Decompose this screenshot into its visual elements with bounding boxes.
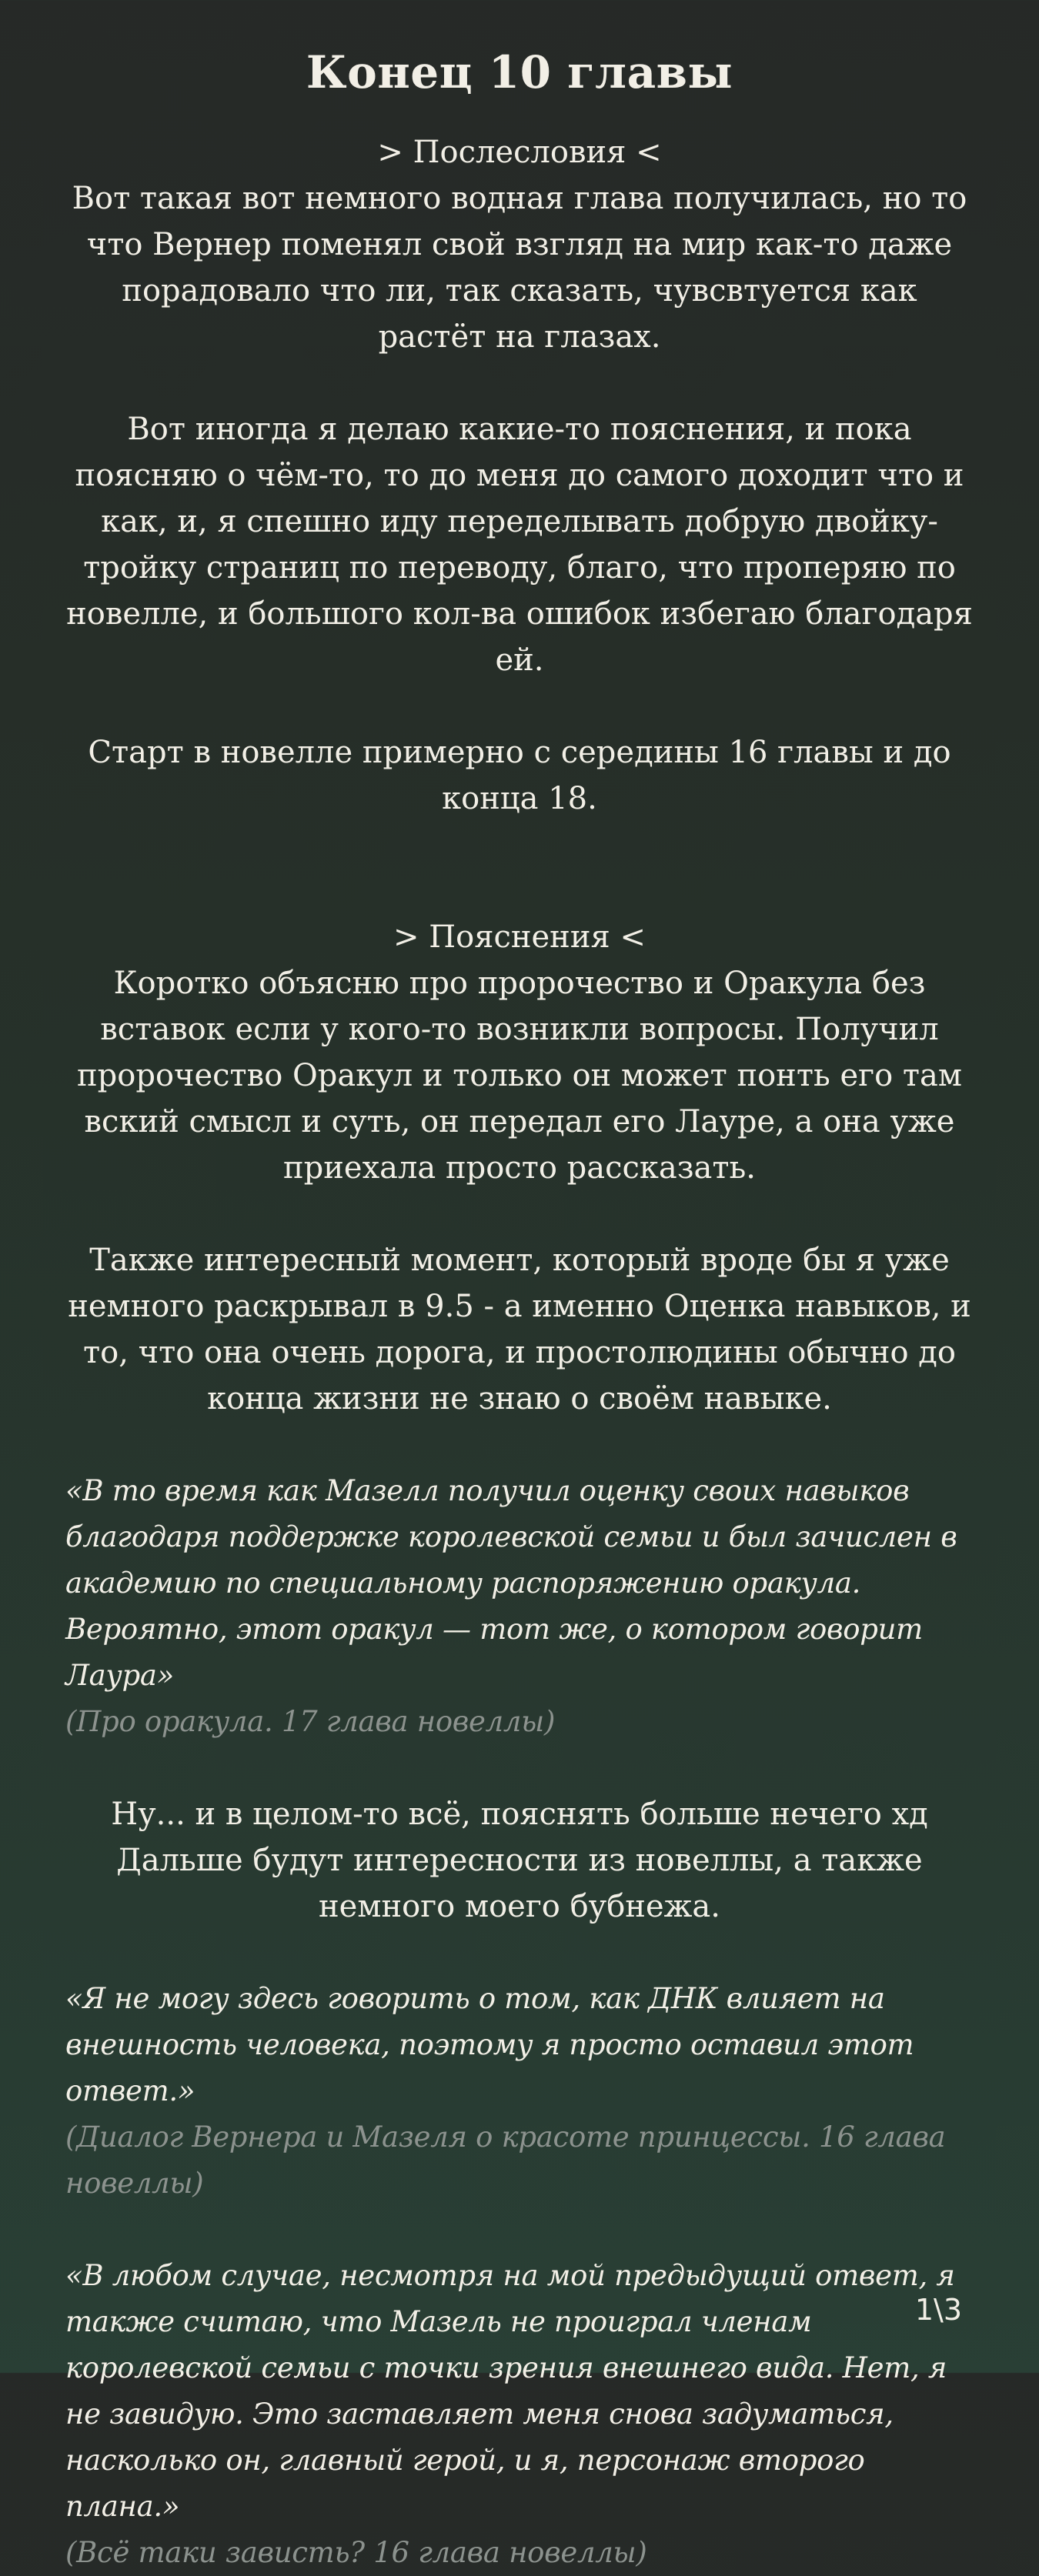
novel-quote-1: «В то время как Мазелл получил оценку своих навыков благодаря поддержке королевской семьи и был зачислен в академию по специальному распоряжению оракула. Вероятно, этот оракул — тот же, о котором говорит Лаура» (65, 1474, 957, 1692)
afterword-paragraph-1: Вот такая вот немного водная глава получилась, но то что Вернер поменял свой взгляд на мир как-то даже порадовало что ли, так сказать, чувсвтуется как растёт на глазах. (72, 181, 967, 355)
spacer (65, 683, 974, 729)
afterword-paragraph-2: Вот иногда я делаю какие-то пояснения, и пока поясняю о чём-то, то до меня до самого доходит что и как, и, я спешно иду переделывать добрую двойку-тройку страниц по переводу, благо, что проперяю по новелле, и большого кол-ва ошибок избегаю благодаря ей. (66, 412, 973, 678)
spacer (65, 822, 974, 914)
novel-quote-3: «В любом случае, несмотря на мой предыдущий ответ, я также считаю, что Мазель не проиграл членам королевской семьи с точки зрения внешнего вида. Нет, я не завидую. Это заставляет меня снова задуматься, насколько он, главный герой, и я, персонаж второго плана.» (65, 2259, 955, 2523)
spacer (65, 360, 974, 406)
spacer (65, 1745, 974, 1791)
explanations-paragraph-2: Также интересный момент, который вроде бы я уже немного раскрывал в 9.5 - а именно Оценка навыков, и то, что она очень дорога, и простолюдины обычно до конца жизни не знаю о своём навыке. (68, 1243, 971, 1416)
page-title: Конец 10 главы (306, 46, 733, 98)
novel-quote-1-source: (Про оракула. 17 глава новеллы) (65, 1705, 556, 1738)
explanations-heading: > Пояснения < (393, 919, 646, 955)
explanations-paragraph-1: Коротко объясню про пророчество и Оракула без вставок если у кого-то возникли вопросы. Получил пророчество Оракул и только он может понть его там вский смысл и суть, он передал его Лауре, а она уже приехала просто рассказать. (77, 966, 962, 1186)
afterword-heading: > Послесловия < (377, 135, 662, 170)
novel-quote-3-source: (Всё таки зависть? 16 глава новеллы) (65, 2536, 647, 2569)
spacer (65, 1422, 974, 1468)
spacer (65, 1191, 974, 1237)
page-counter: 1\3 (914, 2293, 962, 2327)
spacer (65, 2207, 974, 2253)
novel-quote-2: «Я не могу здесь говорить о том, как ДНК влияет на внешность человека, поэтому я просто оставил этот ответ.» (65, 1982, 914, 2107)
spacer (65, 1930, 974, 1976)
afterword-paragraph-3: Старт в новелле примерно с середины 16 главы и до конца 18. (88, 735, 951, 816)
novel-quote-2-source: (Диалог Вернера и Мазеля о красоте принцессы. 16 глава новеллы) (65, 2121, 946, 2200)
closing-paragraph: Ну... и в целом-то всё, пояснять больше нечего хд Дальше будут интересности из новеллы, а также немного моего бубнежа. (111, 1797, 928, 1924)
chapter-afterword-page (65, 46, 974, 2576)
